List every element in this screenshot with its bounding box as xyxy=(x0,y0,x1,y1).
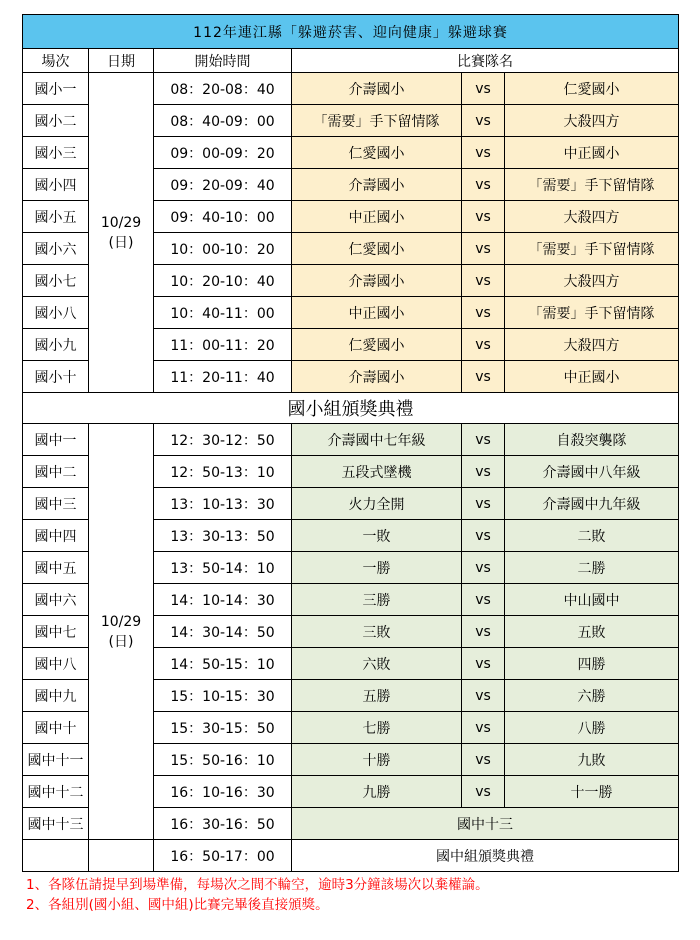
game13-match: 國中十三 xyxy=(292,808,679,840)
time-slot: 15：30-15：50 xyxy=(154,712,292,744)
time-slot: 16：50-17：00 xyxy=(154,840,292,872)
vs-label: vs xyxy=(462,680,505,712)
team-b: 介壽國中九年級 xyxy=(505,488,679,520)
team-a: 一敗 xyxy=(292,520,462,552)
junior-high-match-row xyxy=(23,424,679,456)
time-slot: 14：30-14：50 xyxy=(154,616,292,648)
time-slot: 08：20-08：40 xyxy=(154,73,292,105)
header-start-time: 開始時間 xyxy=(154,49,292,73)
vs-label: vs xyxy=(462,265,505,297)
team-b: 「需要」手下留情隊 xyxy=(505,297,679,329)
time-slot: 10：00-10：20 xyxy=(154,233,292,265)
game-label: 國中一 xyxy=(23,424,89,456)
junior-high-date-cell xyxy=(89,424,154,840)
team-b: 介壽國中八年級 xyxy=(505,456,679,488)
time-slot: 09：20-09：40 xyxy=(154,169,292,201)
vs-label: vs xyxy=(462,137,505,169)
header-game: 場次 xyxy=(23,49,89,73)
team-b: 二勝 xyxy=(505,552,679,584)
team-a: 九勝 xyxy=(292,776,462,808)
time-slot: 15：50-16：10 xyxy=(154,744,292,776)
team-b: 大殺四方 xyxy=(505,201,679,233)
header-row xyxy=(23,49,679,73)
time-slot: 13：10-13：30 xyxy=(154,488,292,520)
game-label: 國中八 xyxy=(23,648,89,680)
game-label: 國小十 xyxy=(23,361,89,393)
vs-label: vs xyxy=(462,329,505,361)
team-a: 五段式墜機 xyxy=(292,456,462,488)
game-label: 國小三 xyxy=(23,137,89,169)
team-a: 三敗 xyxy=(292,616,462,648)
game-label: 國中四 xyxy=(23,520,89,552)
team-a: 介壽國中七年級 xyxy=(292,424,462,456)
team-b: 四勝 xyxy=(505,648,679,680)
team-a: 十勝 xyxy=(292,744,462,776)
vs-label: vs xyxy=(462,105,505,137)
team-a: 仁愛國小 xyxy=(292,233,462,265)
game-label: 國中十 xyxy=(23,712,89,744)
time-slot: 09：00-09：20 xyxy=(154,137,292,169)
vs-label: vs xyxy=(462,712,505,744)
time-slot: 11：20-11：40 xyxy=(154,361,292,393)
time-slot: 14：50-15：10 xyxy=(154,648,292,680)
empty-date-cell xyxy=(89,840,154,872)
team-b: 自殺突襲隊 xyxy=(505,424,679,456)
team-b: 中正國小 xyxy=(505,361,679,393)
game-label: 國中七 xyxy=(23,616,89,648)
team-b: 大殺四方 xyxy=(505,265,679,297)
vs-label: vs xyxy=(462,648,505,680)
vs-label: vs xyxy=(462,616,505,648)
vs-label: vs xyxy=(462,584,505,616)
game-label: 國中十二 xyxy=(23,776,89,808)
game-label: 國中六 xyxy=(23,584,89,616)
junior-high-ceremony-row xyxy=(23,840,679,872)
header-match: 比賽隊名 xyxy=(292,49,679,73)
elementary-weekday: (日) xyxy=(108,234,134,251)
game-label: 國小一 xyxy=(23,73,89,105)
empty-game-cell xyxy=(23,840,89,872)
team-a: 一勝 xyxy=(292,552,462,584)
game-label: 國中十一 xyxy=(23,744,89,776)
game-label: 國小二 xyxy=(23,105,89,137)
junior-high-weekday: (日) xyxy=(108,633,134,650)
vs-label: vs xyxy=(462,520,505,552)
team-b: 六勝 xyxy=(505,680,679,712)
game-label: 國中五 xyxy=(23,552,89,584)
time-slot: 13：30-13：50 xyxy=(154,520,292,552)
schedule-sheet xyxy=(22,14,678,915)
game-label: 國小九 xyxy=(23,329,89,361)
team-a: 仁愛國小 xyxy=(292,329,462,361)
team-b: 仁愛國小 xyxy=(505,73,679,105)
time-slot: 12：50-13：10 xyxy=(154,456,292,488)
vs-label: vs xyxy=(462,201,505,233)
team-b: 大殺四方 xyxy=(505,105,679,137)
vs-label: vs xyxy=(462,552,505,584)
team-a: 仁愛國小 xyxy=(292,137,462,169)
team-a: 介壽國小 xyxy=(292,361,462,393)
junior-high-date: 10/29 xyxy=(100,613,142,630)
vs-label: vs xyxy=(462,73,505,105)
game-label: 國小四 xyxy=(23,169,89,201)
time-slot: 10：20-10：40 xyxy=(154,265,292,297)
schedule-table xyxy=(22,14,679,872)
elementary-ceremony: 國小組頒獎典禮 xyxy=(23,393,679,424)
team-b: 二敗 xyxy=(505,520,679,552)
vs-label: vs xyxy=(462,456,505,488)
note-2: 2、各組別(國小組、國中組)比賽完畢後直接頒獎。 xyxy=(26,897,329,913)
team-a: 中正國小 xyxy=(292,297,462,329)
team-a: 七勝 xyxy=(292,712,462,744)
vs-label: vs xyxy=(462,776,505,808)
team-b: 十一勝 xyxy=(505,776,679,808)
game-label: 國中三 xyxy=(23,488,89,520)
note-1: 1、各隊伍請提早到場準備，每場次之間不輪空，逾時3分鐘該場次以棄權論。 xyxy=(26,877,489,893)
team-b: 大殺四方 xyxy=(505,329,679,361)
vs-label: vs xyxy=(462,744,505,776)
elementary-date: 10/29 xyxy=(100,214,142,231)
time-slot: 10：40-11：00 xyxy=(154,297,292,329)
notes xyxy=(22,875,678,915)
team-a: 介壽國小 xyxy=(292,169,462,201)
time-slot: 16：10-16：30 xyxy=(154,776,292,808)
time-slot: 16：30-16：50 xyxy=(154,808,292,840)
team-b: 中正國小 xyxy=(505,137,679,169)
elementary-match-row xyxy=(23,73,679,105)
game-label: 國小八 xyxy=(23,297,89,329)
team-b: 中山國中 xyxy=(505,584,679,616)
vs-label: vs xyxy=(462,361,505,393)
team-b: 「需要」手下留情隊 xyxy=(505,169,679,201)
team-b: 八勝 xyxy=(505,712,679,744)
vs-label: vs xyxy=(462,297,505,329)
game-label: 國中九 xyxy=(23,680,89,712)
team-b: 「需要」手下留情隊 xyxy=(505,233,679,265)
elementary-ceremony-row xyxy=(23,393,679,424)
page-title: 112年連江縣「躲避菸害、迎向健康」躲避球賽 xyxy=(23,15,679,49)
game-label: 國小六 xyxy=(23,233,89,265)
team-b: 五敗 xyxy=(505,616,679,648)
team-a: 火力全開 xyxy=(292,488,462,520)
team-a: 「需要」手下留情隊 xyxy=(292,105,462,137)
elementary-date-cell xyxy=(89,73,154,393)
time-slot: 11：00-11：20 xyxy=(154,329,292,361)
time-slot: 12：30-12：50 xyxy=(154,424,292,456)
header-date: 日期 xyxy=(89,49,154,73)
team-a: 介壽國小 xyxy=(292,73,462,105)
game-label: 國中二 xyxy=(23,456,89,488)
vs-label: vs xyxy=(462,233,505,265)
time-slot: 09：40-10：00 xyxy=(154,201,292,233)
team-b: 九敗 xyxy=(505,744,679,776)
game-label: 國小七 xyxy=(23,265,89,297)
team-a: 三勝 xyxy=(292,584,462,616)
vs-label: vs xyxy=(462,424,505,456)
game-label: 國中十三 xyxy=(23,808,89,840)
vs-label: vs xyxy=(462,169,505,201)
time-slot: 08：40-09：00 xyxy=(154,105,292,137)
game-label: 國小五 xyxy=(23,201,89,233)
team-a: 中正國小 xyxy=(292,201,462,233)
team-a: 介壽國小 xyxy=(292,265,462,297)
time-slot: 14：10-14：30 xyxy=(154,584,292,616)
vs-label: vs xyxy=(462,488,505,520)
time-slot: 15：10-15：30 xyxy=(154,680,292,712)
team-a: 六敗 xyxy=(292,648,462,680)
time-slot: 13：50-14：10 xyxy=(154,552,292,584)
team-a: 五勝 xyxy=(292,680,462,712)
junior-high-ceremony: 國中組頒獎典禮 xyxy=(292,840,679,872)
